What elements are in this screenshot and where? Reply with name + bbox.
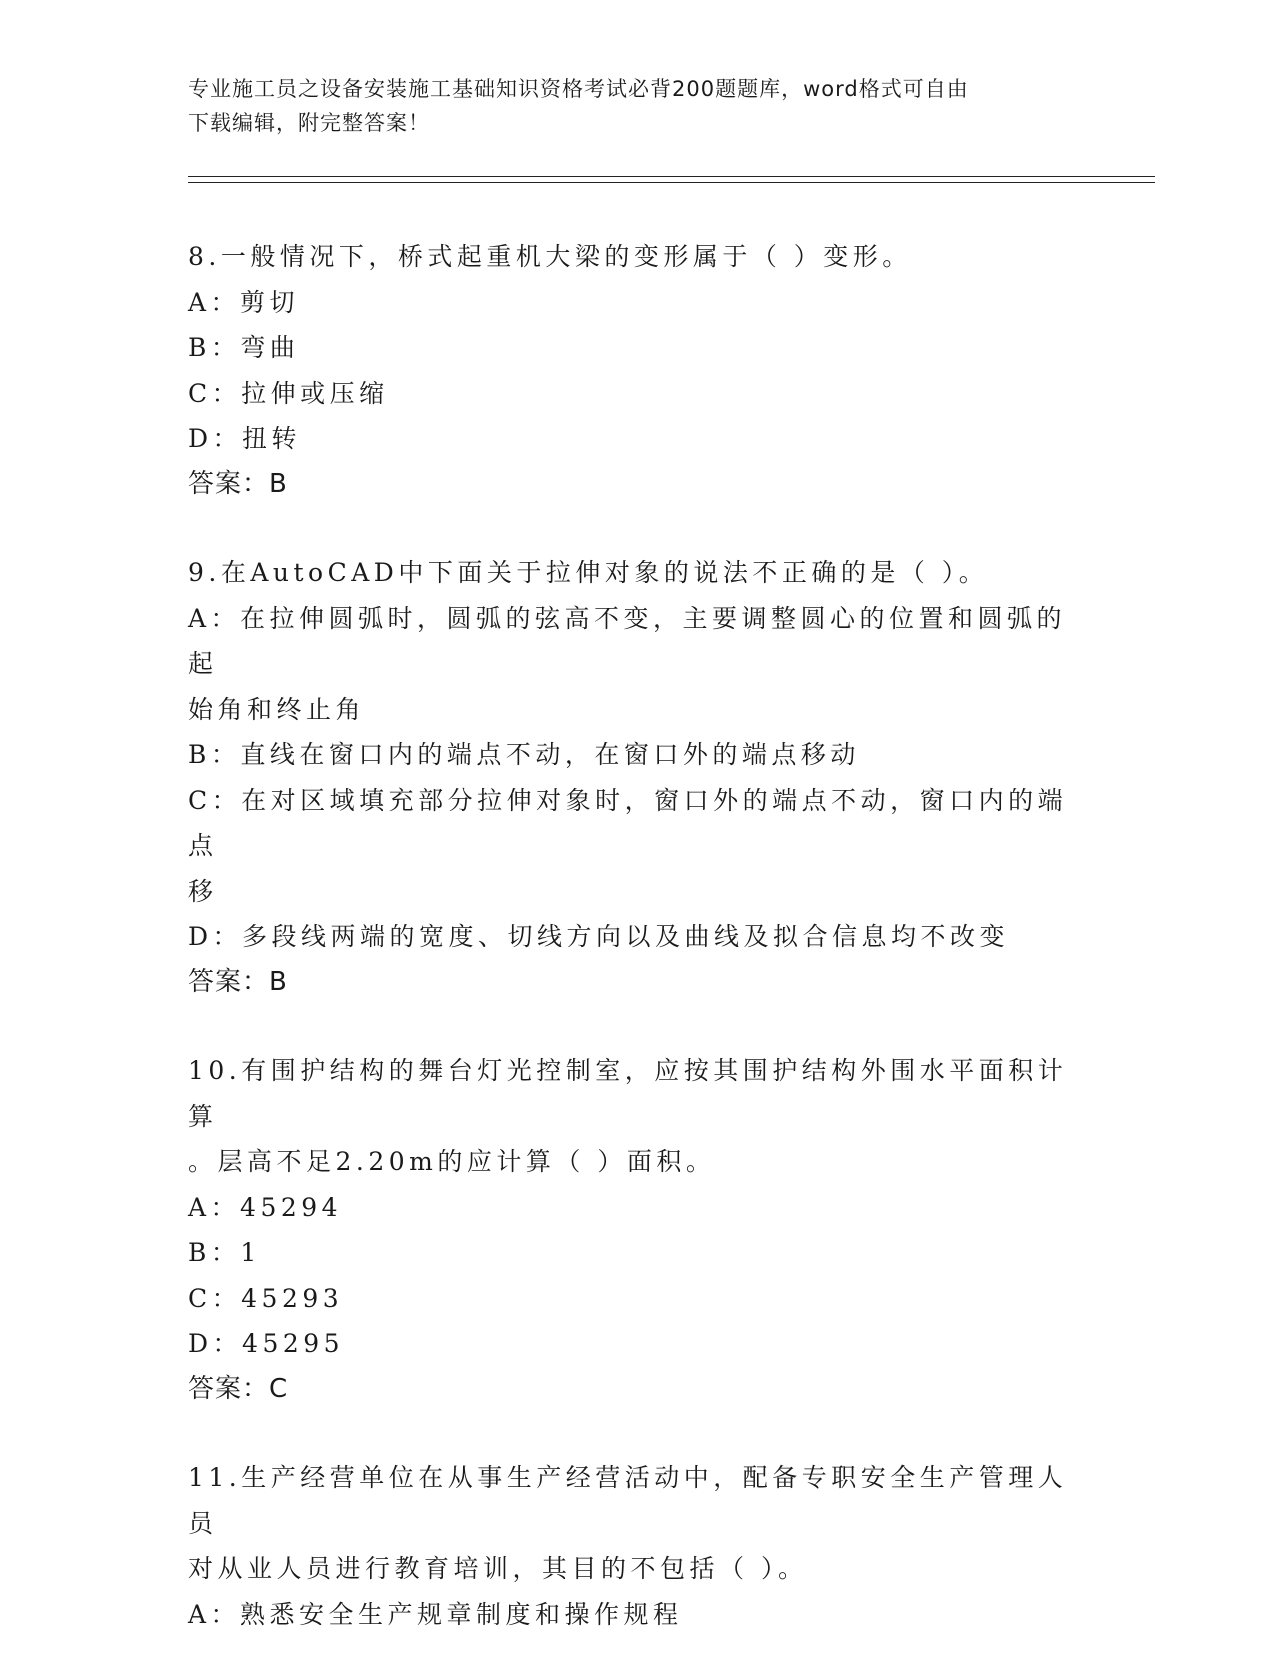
question-stem-continued: 。层高不足2.20m的应计算（ ）面积。 [188,1147,716,1176]
question-11 [188,1455,1068,1637]
question-8 [188,234,1068,507]
option-a: A：45294 [188,1192,343,1222]
option-b: B：弯曲 [188,333,300,362]
question-stem-continued: 对从业人员进行教育培训，其目的不包括（ ）。 [188,1554,808,1583]
option-b: B：1 [188,1238,261,1267]
header-line-1: 专业施工员之设备安装施工基础知识资格考试必背200题题库，word格式可自由 [188,77,969,101]
option-c: C：拉伸或压缩 [188,378,389,408]
question-stem: 8.一般情况下，桥式起重机大梁的变形属于（ ）变形。 [188,242,912,271]
answer: 答案：C [188,1373,289,1404]
option-d: D：扭转 [188,424,302,453]
answer: 答案：B [188,468,288,499]
question-stem: 9.在AutoCAD中下面关于拉伸对象的说法不正确的是（ ）。 [188,558,989,587]
option-a: A：在拉伸圆弧时，圆弧的弦高不变，主要调整圆心的位置和圆弧的起 [188,603,1067,678]
option-d: D：45295 [188,1329,345,1358]
answer: 答案：B [188,966,288,997]
option-c-continued: 移 [188,876,218,906]
header-divider-top [188,176,1155,177]
question-list [188,234,1068,1680]
option-c: C：在对区域填充部分拉伸对象时，窗口外的端点不动，窗口内的端点 [188,785,1068,860]
option-c: C：45293 [188,1283,344,1313]
option-a: A：剪切 [188,287,300,317]
option-b: B：直线在窗口内的端点不动，在窗口外的端点移动 [188,740,860,769]
header-divider-bottom [188,182,1155,183]
question-stem: 11.生产经营单位在从事生产经营活动中，配备专职安全生产管理人员 [188,1463,1068,1538]
option-a: A：熟悉安全生产规章制度和操作规程 [188,1599,683,1629]
question-stem: 10.有围护结构的舞台灯光控制室，应按其围护结构外围水平面积计算 [188,1056,1068,1131]
option-a-continued: 始角和终止角 [188,694,366,724]
document-header [188,72,1068,140]
header-line-2: 下载编辑，附完整答案！ [188,111,430,135]
question-10 [188,1048,1068,1412]
option-d: D：多段线两端的宽度、切线方向以及曲线及拟合信息均不改变 [188,922,1010,951]
question-9 [188,550,1068,1005]
